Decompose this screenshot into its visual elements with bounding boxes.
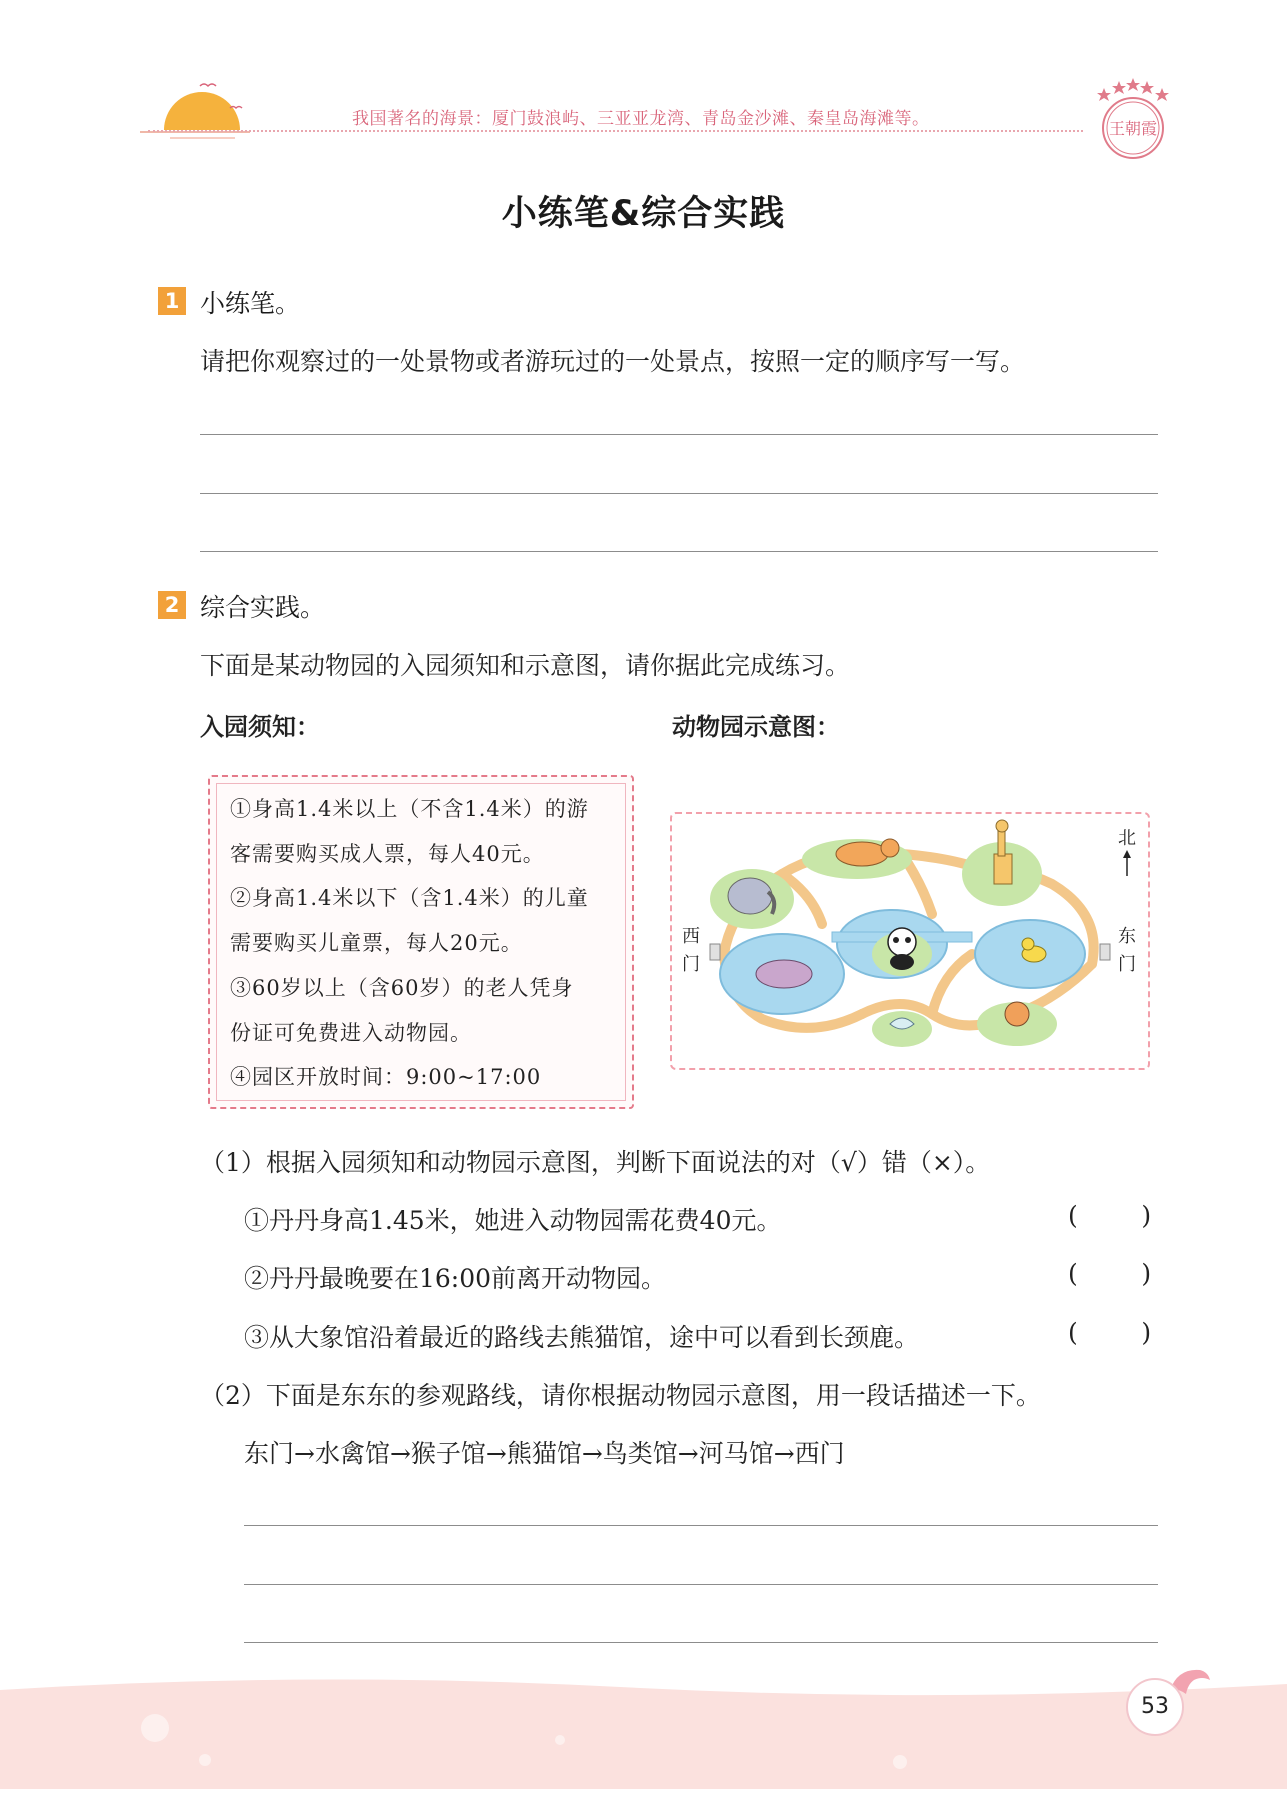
notice-line: ①身高1.4米以上（不含1.4米）的游 [230,797,589,821]
section-heading: 小练笔。 [200,289,301,318]
notice-line: 份证可免费进入动物园。 [230,1021,472,1045]
header-divider [148,130,1083,132]
writing-line[interactable] [200,551,1158,552]
east-gate-label-2: 门 [1118,954,1136,975]
entry-notice-box [208,775,634,1109]
header-tip: 我国著名的海景：厦门鼓浪屿、三亚亚龙湾、青岛金沙滩、秦皇岛海滩等。 [352,109,930,129]
panda-icon [888,928,916,970]
statement-1: ①丹丹身高1.45米，她进入动物园需花费40元。 [244,1206,782,1235]
zoo-map-illustration [672,814,1148,1068]
statement-2: ②丹丹最晚要在16:00前离开动物园。 [244,1264,667,1293]
footer-decoration [0,1670,1287,1789]
page-number: 53 [1126,1678,1184,1736]
section-number-badge: 1 [158,287,186,315]
statement-3: ③从大象馆沿着最近的路线去熊猫馆，途中可以看到长颈鹿。 [244,1323,920,1352]
question-1: （1）根据入园须知和动物园示意图，判断下面说法的对（√）错（×）。 [200,1148,991,1177]
notice-line: 需要购买儿童票，每人20元。 [230,931,523,955]
hippo-icon [756,960,812,988]
writing-line[interactable] [244,1642,1158,1643]
section-intro: 下面是某动物园的入园须知和示意图，请你据此完成练习。 [200,651,851,680]
svg-text:王朝霞: 王朝霞 [1108,119,1158,138]
notice-line: ④园区开放时间：9:00~17:00 [230,1065,542,1089]
notice-line: ②身高1.4米以下（含1.4米）的儿童 [230,886,589,910]
notice-line: 客需要购买成人票，每人40元。 [230,842,545,866]
writing-line[interactable] [244,1525,1158,1526]
west-gate-label-2: 门 [682,954,700,975]
writing-line[interactable] [200,434,1158,435]
answer-blank[interactable]: ( ) [1068,1201,1152,1230]
visit-route: 东门→水禽馆→猴子馆→熊猫馆→鸟类馆→河马馆→西门 [244,1439,845,1468]
section-number-badge: 2 [158,591,186,619]
page-title: 小练笔&综合实践 [501,194,786,234]
notice-title: 入园须知： [200,713,320,741]
writing-prompt: 请把你观察过的一处景物或者游玩过的一处景点，按照一定的顺序写一写。 [200,347,1026,376]
answer-blank[interactable]: ( ) [1068,1318,1152,1347]
answer-blank[interactable]: ( ) [1068,1259,1152,1288]
publisher-seal [1090,76,1176,162]
map-title: 动物园示意图： [672,713,840,741]
north-label: 北 [1118,828,1136,849]
zoo-map [670,812,1150,1070]
east-gate-label-1: 东 [1118,926,1136,947]
writing-line[interactable] [244,1584,1158,1585]
writing-line[interactable] [200,493,1158,494]
section-heading: 综合实践。 [200,593,326,622]
notice-line: ③60岁以上（含60岁）的老人凭身 [230,976,574,1000]
west-gate-label-1: 西 [682,926,700,947]
monkey-icon [1005,1002,1029,1026]
sun-logo [140,68,250,148]
question-2: （2）下面是东东的参观路线，请你根据动物园示意图，用一段话描述一下。 [200,1381,1041,1410]
